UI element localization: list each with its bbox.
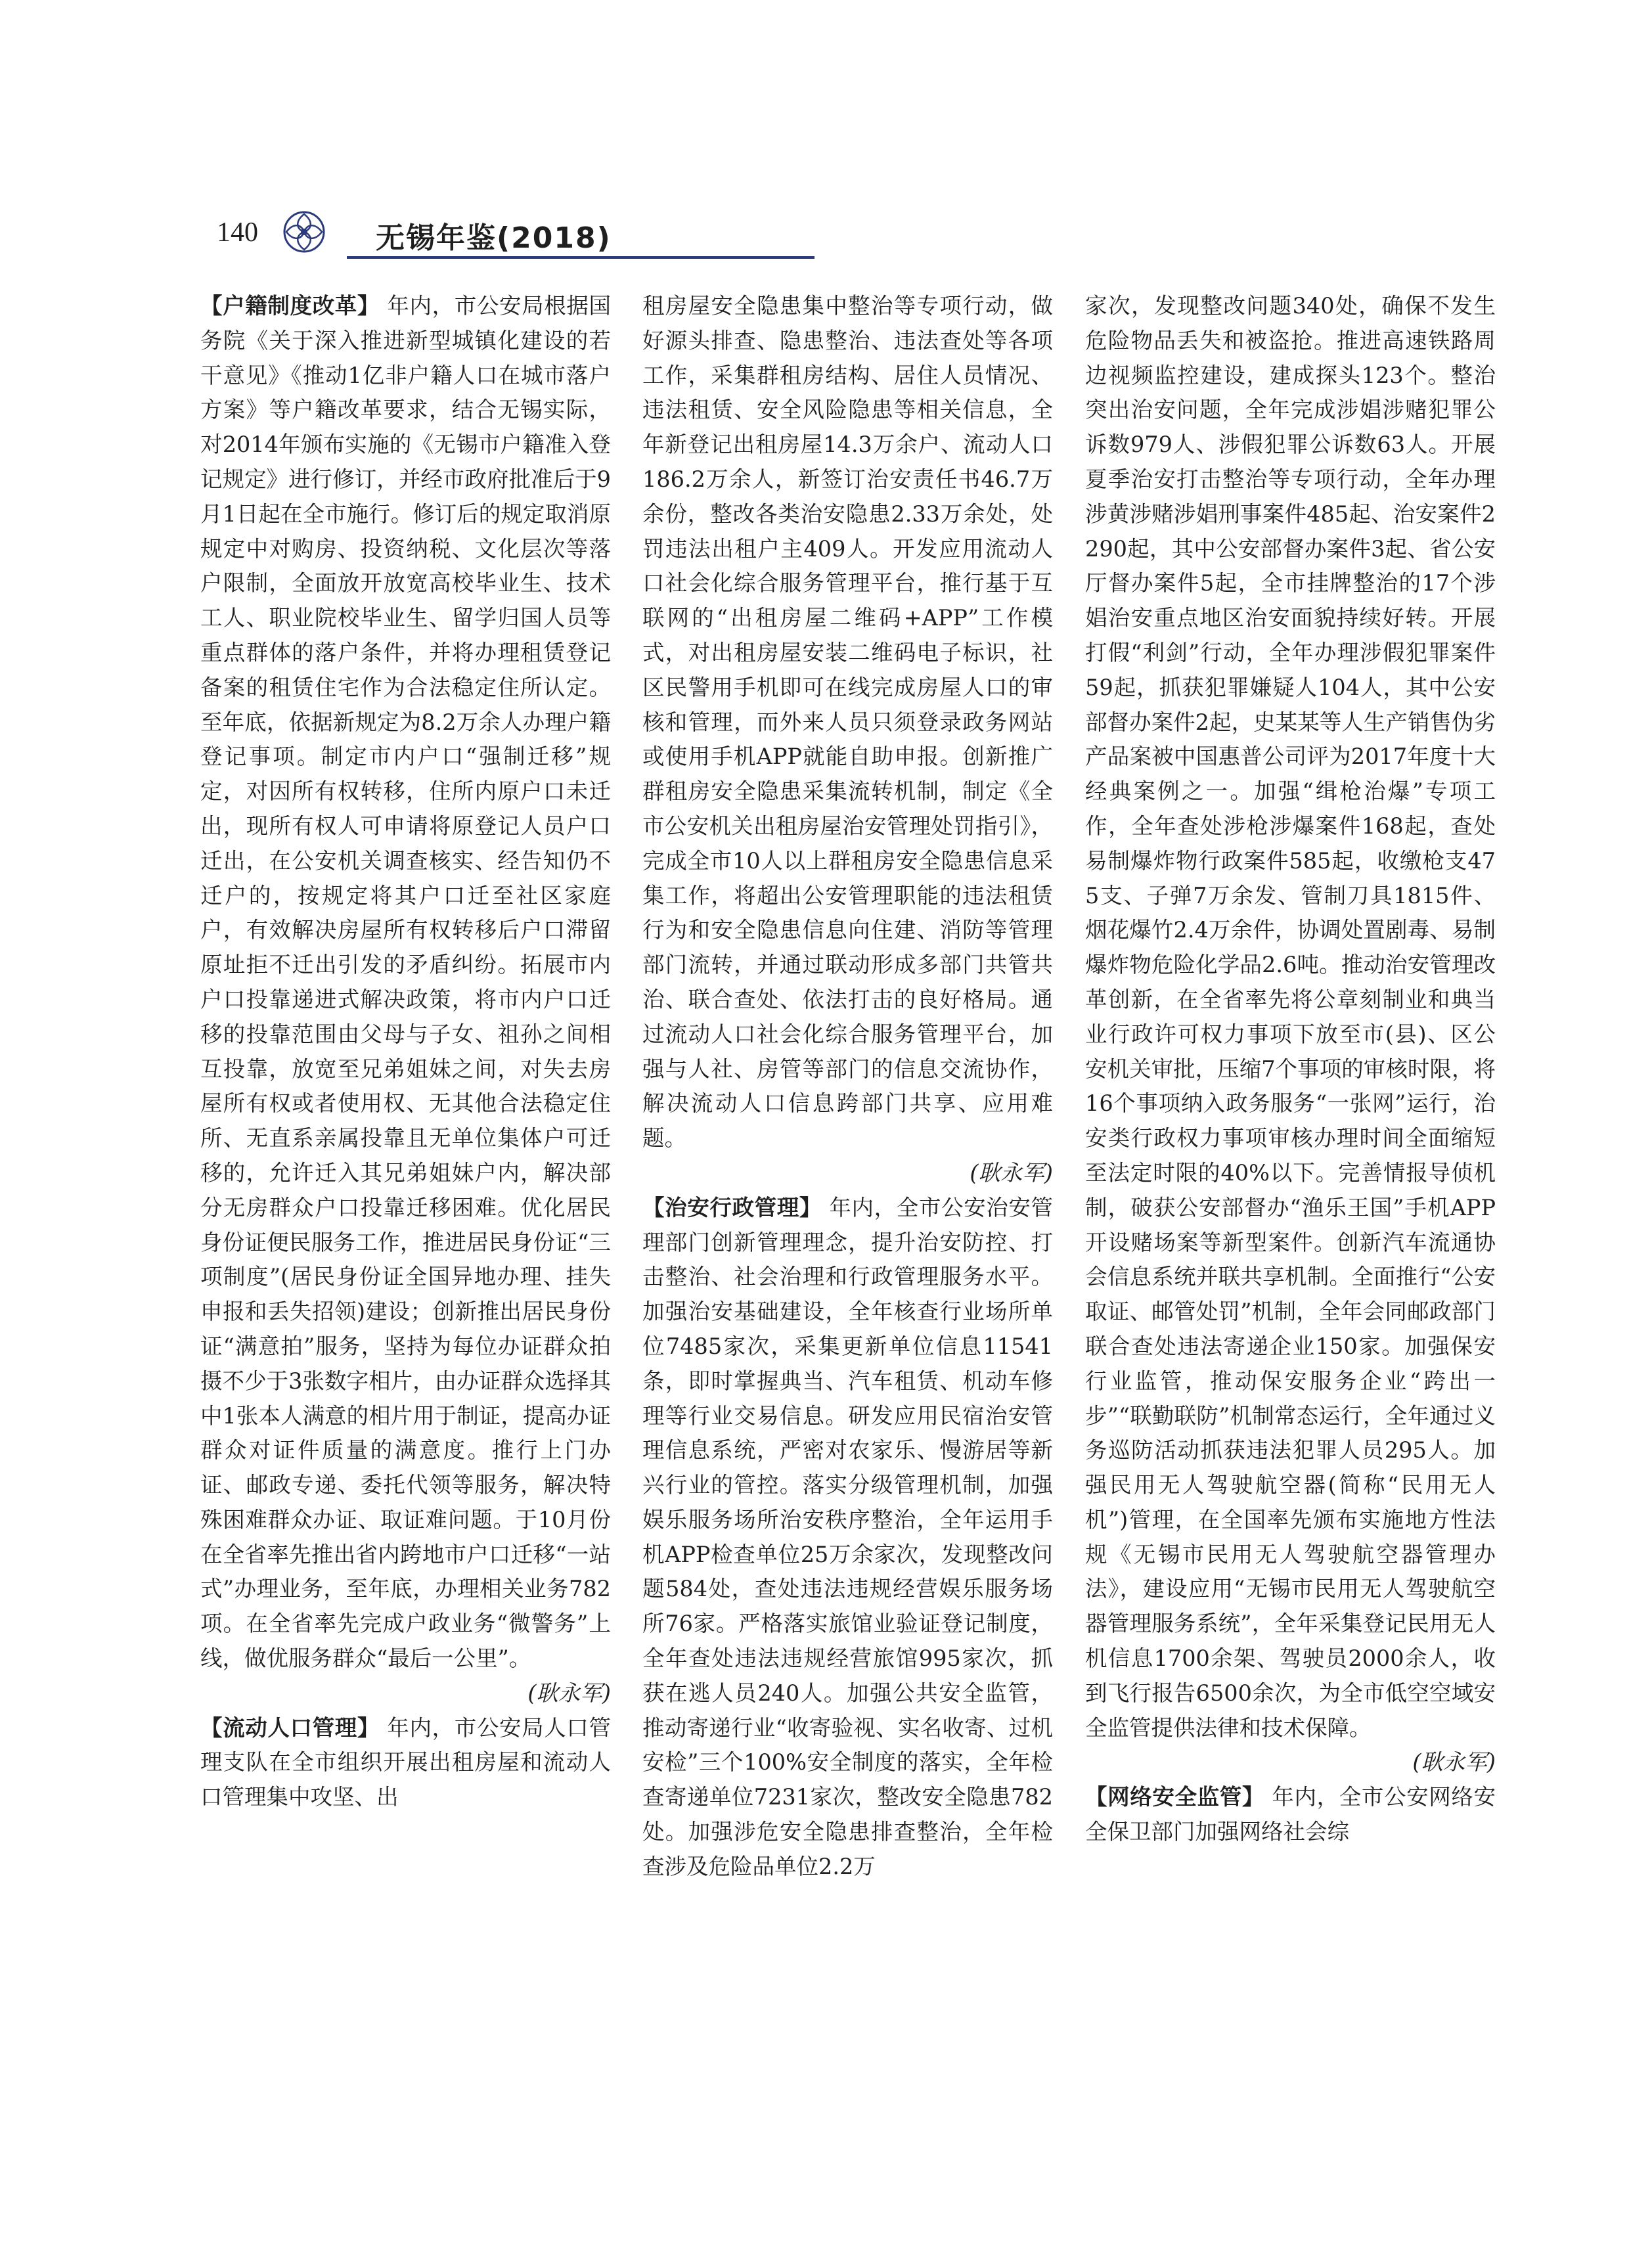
section-body: 年内，市公安局根据国务院《关于深入推进新型城镇化建设的若干意见》《推动1亿非户籍人口在城市落户方案》等户籍改革要求，结合无锡实际，对2014年颁布实施的《无锡市户籍准入登记规定》进行修订，并经市政府批准后于9月1日起在全市施行。修订后的规定取消原规定中对购房、投资纳税、文化层次等落户限制，全面放开放宽高校毕业生、技术工人、职业院校毕业生、留学归国人员等重点群体的落户条件，并将办理租赁登记备案的租赁住宅作为合法稳定住所认定。至年底，依据新规定为8.2万余人办理户籍登记事项。制定市内户口“强制迁移”规定，对因所有权转移，住所内原户口未迁出，现所有权人可申请将原登记人员户口迁出，在公安机关调查核实、经告知仍不迁户的，按规定将其户口迁至社区家庭户，有效解决房屋所有权转移后户口滞留原址拒不迁出引发的矛盾纠纷。拓展市内户口投靠递进式解决政策，将市内户口迁移的投靠范围由父母与子女、祖孙之间相互投靠，放宽至兄弟姐妹之间，对失去房屋所有权或者使用权、无其他合法稳定住所、无直系亲属投靠且无单位集体户可迁移的，允许迁入其兄弟姐妹户内，解决部分无房群众户口投靠迁移困难。优化居民身份证便民服务工作，推进居民身份证“三项制度”(居民身份证全国异地办理、挂失申报和丢失招领)建设；创新推出居民身份证“满意拍”服务，坚持为每位办证群众拍摄不少于3张数字相片，由办证群众选择其中1张本人满意的相片用于制证，提高办证群众对证件质量的满意度。推行上门办证、邮政专递、委托代领等服务，解决特殊困难群众办证、取证难问题。于10月份在全省率先推出省内跨地市户口迁移“一站式”办理业务，至年底，办理相关业务782项。在全省率先完成户政业务“微警务”上线，做优服务群众“最后一公里”。: [200, 293, 611, 1672]
section-floating-population: [200, 1711, 611, 1815]
column-2: [642, 289, 1053, 1885]
section-heading: 【网络安全监管】: [1085, 1784, 1265, 1810]
section-author: (耿永军): [970, 1159, 1053, 1186]
column-1: [200, 289, 611, 1815]
section-body: 年内，全市公安网络安全保卫部门加强网络社会综: [1085, 1784, 1496, 1845]
section-body: 年内，市公安局人口管理支队在全市组织开展出租房屋和流动人口管理集中攻坚、出: [200, 1714, 611, 1810]
header-rule: [347, 256, 815, 259]
section-cyber-security: [1085, 1780, 1496, 1850]
yearbook-logo-icon: [281, 209, 327, 255]
section-public-security-admin: [642, 1191, 1053, 1885]
section-heading: 【户籍制度改革】: [200, 293, 380, 319]
book-title: 无锡年鉴(2018): [376, 221, 612, 255]
column-3: [1085, 289, 1496, 1850]
page-header: [197, 209, 617, 261]
section-public-security-admin-cont: 家次，发现整改问题340处，确保不发生危险物品丢失和被盗抢。推进高速铁路周边视频监控建设，建成探头123个。整治突出治安问题，全年完成涉娼涉赌犯罪公诉数979人、涉假犯罪公诉数63人。开展夏季治安打击整治等专项行动，全年办理涉黄涉赌涉娼刑事案件485起、治安案件2290起，其中公安部督办案件3起、省公安厅督办案件5起，全市挂牌整治的17个涉娼治安重点地区治安面貌持续好转。开展打假“利剑”行动，全年办理涉假犯罪案件59起，抓获犯罪嫌疑人104人，其中公安部督办案件2起，史某某等人生产销售伪劣产品案被中国惠普公司评为2017年度十大经典案例之一。加强“缉枪治爆”专项工作，全年查处涉枪涉爆案件168起，查处易制爆炸物行政案件585起，收缴枪支475支、子弹7万余发、管制刀具1815件、烟花爆竹2.4万余件，协调处置剧毒、易制爆炸物危险化学品2.6吨。推动治安管理改革创新，在全省率先将公章刻制业和典当业行政许可权力事项下放至市(县)、区公安机关审批，压缩7个事项的审核时限，将16个事项纳入政务服务“一张网”运行，治安类行政权力事项审核办理时间全面缩短至法定时限的40%以下。完善情报导侦机制，破获公安部督办“渔乐王国”手机APP开设赌场案等新型案件。创新汽车流通协会信息系统并联共享机制。全面推行“公安取证、邮管处罚”机制，全年会同邮政部门联合查处违法寄递企业150家。加强保安行业监管，推动保安服务企业“跨出一步”“联勤联防”机制常态运行，全年通过义务巡防活动抓获违法犯罪人员295人。加强民用无人驾驶航空器(简称“民用无人机”)管理，在全国率先颁布实施地方性法规《无锡市民用无人驾驶航空器管理办法》，建设应用“无锡市民用无人驾驶航空器管理服务系统”，全年采集登记民用无人机信息1700余架、驾驶员2000余人，收到飞行报告6500余次，为全市低空空域安全监管提供法律和技术保障。: [1085, 293, 1496, 1741]
page-number: 140: [217, 217, 258, 248]
section-body: 年内，全市公安治安管理部门创新管理理念，提升治安防控、打击整治、社会治理和行政管理服务水平。加强治安基础建设，全年核查行业场所单位7485家次，采集更新单位信息11541条，即时掌握典当、汽车租赁、机动车修理等行业交易信息。研发应用民宿治安管理信息系统，严密对农家乐、慢游居等新兴行业的管控。落实分级管理机制，加强娱乐服务场所治安秩序整治，全年运用手机APP检查单位25万余家次，发现整改问题584处，查处违法违规经营娱乐服务场所76家。严格落实旅馆业验证登记制度，全年查处违法违规经营旅馆995家次，抓获在逃人员240人。加强公共安全监管，推动寄递行业“收寄验视、实名收寄、过机安检”三个100%安全制度的落实，全年检查寄递单位7231家次，整改安全隐患782处。加强涉危安全隐患排查整治，全年检查涉及危险品单位2.2万: [642, 1194, 1053, 1879]
section-heading: 【治安行政管理】: [642, 1194, 822, 1220]
section-author: (耿永军): [1412, 1749, 1496, 1776]
section-heading: 【流动人口管理】: [200, 1714, 380, 1741]
section-household-registration: [200, 289, 611, 1676]
section-floating-population-cont: 租房屋安全隐患集中整治等专项行动，做好源头排查、隐患整治、违法查处等各项工作，采集群租房结构、居住人员情况、违法租赁、安全风险隐患等相关信息，全年新登记出租房屋14.3万余户、流动人口186.2万余人，新签订治安责任书46.7万余份，整改各类治安隐患2.33万余处，处罚违法出租户主409人。开发应用流动人口社会化综合服务管理平台，推行基于互联网的“出租房屋二维码+APP”工作模式，对出租房屋安装二维码电子标识，社区民警用手机即可在线完成房屋人口的审核和管理，而外来人员只须登录政务网站或使用手机APP就能自助申报。创新推广群租房安全隐患采集流转机制，制定《全市公安机关出租房屋治安管理处罚指引》，完成全市10人以上群租房安全隐患信息采集工作，将超出公安管理职能的违法租赁行为和安全隐患信息向住建、消防等管理部门流转，并通过联动形成多部门共管共治、联合查处、依法打击的良好格局。通过流动人口社会化综合服务管理平台，加强与人社、房管等部门的信息交流协作，解决流动人口信息跨部门共享、应用难题。: [642, 293, 1053, 1151]
section-author: (耿永军): [527, 1680, 611, 1706]
